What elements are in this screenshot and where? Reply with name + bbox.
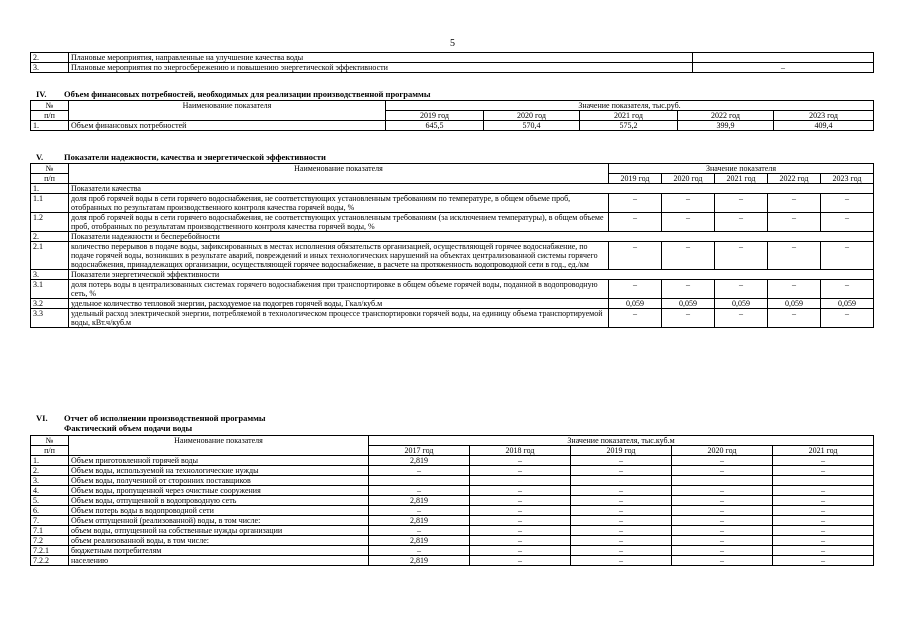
row-value [571,476,672,486]
row-name: доля проб горячей воды в сети горячего водоснабжения, не соответствующих установленным требованиям по температуре, в общем объеме проб, отобранных по результатам производственного контроля качества горячей воды, % [69,194,609,213]
row-number: 1.1 [31,194,69,213]
row-number: 1. [31,456,69,466]
row-value: – [672,506,773,516]
col-name-header: Наименование показателя [69,436,369,456]
table-row [31,536,874,546]
row-name: Объем воды, используемой на технологические нужды [69,466,369,476]
row-number: 5. [31,496,69,506]
row-value: 0,059 [768,299,821,309]
row-value: – [571,536,672,546]
table-row [31,280,874,299]
row-name: количество перерывов в подаче воды, зафиксированных в местах исполнения обязательств организацией, осуществляющей горячее водоснабжение, по подаче горячей воды, возникших в результате аварий, повреждений и иных технологических нарушений на объектах централизованной системы горячего водоснабжения, принадлежащих организации, осуществляющей горячее водоснабжение, в расчете на протяженность водопроводной сети в год., ед./км [69,242,609,270]
row-value: – [571,516,672,526]
year-header: 2022 год [678,111,774,121]
row-value: – [821,242,874,270]
col-num-header-2: п/п [31,446,69,456]
col-name-header: Наименование показателя [69,101,386,121]
row-value: – [662,213,715,232]
section-4-heading [36,90,430,99]
row-group-name: Показатели надежности и бесперебойности [69,232,874,242]
col-num-header: № [31,436,69,446]
table-row [31,466,874,476]
year-header: 2019 год [609,174,662,184]
row-number: 2. [31,232,69,242]
row-value: 2,819 [369,556,470,566]
year-header: 2022 год [768,174,821,184]
row-number: 2. [31,53,69,63]
col-num-header-2: п/п [31,174,69,184]
row-name: доля потерь воды в централизованных системах горячего водоснабжения при транспортировке в общем объеме горячей воды, поданной в водопроводную сеть, % [69,280,609,299]
year-header: 2021 год [580,111,678,121]
table-row [31,184,874,194]
row-value: – [672,486,773,496]
section-6-heading [36,414,266,423]
row-value: – [470,536,571,546]
row-number: 3.1 [31,280,69,299]
row-value: 0,059 [609,299,662,309]
row-number: 2. [31,466,69,476]
table-row [31,309,874,328]
year-header: 2021 год [773,446,874,456]
row-value: – [768,213,821,232]
row-value: 575,2 [580,121,678,131]
row-value: – [773,516,874,526]
table-row [31,456,874,466]
row-value: – [672,516,773,526]
row-value: – [571,526,672,536]
row-value: – [470,506,571,516]
row-value: – [609,194,662,213]
col-value-header: Значение показателя, тыс.руб. [386,101,874,111]
row-value: – [715,213,768,232]
row-value: 0,059 [821,299,874,309]
row-value: – [470,496,571,506]
row-value: 0,059 [662,299,715,309]
row-value: – [470,456,571,466]
row-value: – [369,506,470,516]
section-number: IV. [36,89,47,99]
row-value: – [715,280,768,299]
col-num-header: № [31,164,69,174]
year-header: 2021 год [715,174,768,184]
row-value: – [821,213,874,232]
row-group-name: Показатели качества [69,184,874,194]
row-value: 570,4 [484,121,580,131]
row-value: 2,819 [369,456,470,466]
row-value: – [768,309,821,328]
row-value: – [571,496,672,506]
row-value: – [571,546,672,556]
row-value: – [672,546,773,556]
table-row [31,526,874,536]
row-number: 7.2.2 [31,556,69,566]
row-value: – [715,194,768,213]
col-value-header: Значение показателя, тыс.куб.м [369,436,874,446]
section-6-subtitle: Фактический объем подачи воды [64,423,193,433]
row-value: – [773,526,874,536]
row-value: 645,5 [386,121,484,131]
row-number: 7. [31,516,69,526]
row-name: Объем потерь воды в водопроводной сети [69,506,369,516]
section-title: Показатели надежности, качества и энергетической эффективности [64,152,326,162]
row-value: – [470,546,571,556]
row-name: Объем воды, отпущенной в водопроводную сеть [69,496,369,506]
row-value: – [470,516,571,526]
row-value: – [609,242,662,270]
table-row [31,53,874,63]
row-value: – [369,486,470,496]
year-header: 2020 год [672,446,773,456]
year-header: 2020 год [484,111,580,121]
table-row [31,194,874,213]
year-header: 2019 год [571,446,672,456]
row-value: – [470,486,571,496]
row-value: – [773,556,874,566]
row-value: 0,059 [715,299,768,309]
section-5-heading [36,153,326,162]
row-name: населению [69,556,369,566]
row-value: – [672,456,773,466]
year-header: 2018 год [470,446,571,456]
row-value [773,476,874,486]
row-number: 6. [31,506,69,516]
row-value: – [662,280,715,299]
row-value: – [672,466,773,476]
row-name: Плановые мероприятия, направленные на улучшение качества воды [69,53,693,63]
row-number: 3. [31,270,69,280]
row-name: Объем воды, пропущенной через очистные сооружения [69,486,369,496]
row-value: – [715,242,768,270]
row-value [470,476,571,486]
table-row [31,299,874,309]
table-row [31,496,874,506]
row-value: – [662,309,715,328]
row-name: бюджетным потребителям [69,546,369,556]
row-value: – [571,486,672,496]
table-row [31,242,874,270]
row-number: 1.2 [31,213,69,232]
table-row [31,546,874,556]
row-value: – [609,309,662,328]
row-number: 3.2 [31,299,69,309]
row-value: 399,9 [678,121,774,131]
row-name: Объем отпущенной (реализованной) воды, в том числе: [69,516,369,526]
supply-table [30,435,874,566]
row-name: Объем финансовых потребностей [69,121,386,131]
row-number: 1. [31,121,69,131]
row-name: удельное количество тепловой энергии, расходуемое на подогрев горячей воды, Гкал/куб.м [69,299,609,309]
row-value: – [715,309,768,328]
table-row [31,476,874,486]
row-value: – [773,496,874,506]
row-value: – [821,194,874,213]
section-title: Отчет об исполнении производственной программы [64,413,266,423]
table-row [31,486,874,496]
section-number: V. [36,152,44,162]
row-name: Объем приготовленной горячей воды [69,456,369,466]
year-header: 2017 год [369,446,470,456]
row-value: – [662,242,715,270]
table-row [31,516,874,526]
table-row [31,121,874,131]
row-value: – [821,280,874,299]
table-row [31,556,874,566]
section-number: VI. [36,413,48,423]
row-value: – [470,466,571,476]
row-number: 4. [31,486,69,496]
row-value: – [768,194,821,213]
year-header: 2023 год [774,111,874,121]
year-header: 2020 год [662,174,715,184]
row-value [672,476,773,486]
row-value: – [773,456,874,466]
row-value: – [672,556,773,566]
row-value: – [571,456,672,466]
row-value: – [768,280,821,299]
page-number: 5 [450,38,455,49]
row-number: 3. [31,63,69,73]
row-name: Объем воды, полученной от сторонних поставщиков [69,476,369,486]
row-value: – [672,496,773,506]
year-header: 2023 год [821,174,874,184]
row-value: – [773,486,874,496]
row-value: – [571,466,672,476]
row-name: доля проб горячей воды в сети горячего водоснабжения, не соответствующих установленным требованиям (за исключением температуры), в общем объеме проб, отобранных по результатам производственного контроля качества горячей воды, % [69,213,609,232]
year-header: 2019 год [386,111,484,121]
row-value: – [662,194,715,213]
row-value: – [369,466,470,476]
table-row [31,63,874,73]
row-name: Плановые мероприятия по энергосбережению и повышению энергетической эффективности [69,63,693,73]
col-num-header-2: п/п [31,111,69,121]
row-name: объем воды, отпущенной на собственные нужды организации [69,526,369,536]
row-value: 2,819 [369,536,470,546]
row-value: – [773,546,874,556]
row-number: 7.1 [31,526,69,536]
row-value: – [571,506,672,516]
row-group-name: Показатели энергетической эффективности [69,270,874,280]
col-value-header: Значение показателя [609,164,874,174]
row-value: – [609,213,662,232]
row-value: – [470,526,571,536]
row-number: 2.1 [31,242,69,270]
row-value: – [571,556,672,566]
row-number: 7.2.1 [31,546,69,556]
row-number: 1. [31,184,69,194]
row-value: 409,4 [774,121,874,131]
row-value: – [773,536,874,546]
reliability-table [30,163,874,328]
row-value: – [672,536,773,546]
row-value: – [821,309,874,328]
col-name-header: Наименование показателя [69,164,609,184]
row-value: – [470,556,571,566]
row-value: – [369,526,470,536]
row-value: – [609,280,662,299]
row-name: объем реализованной воды, в том числе: [69,536,369,546]
financial-table [30,100,874,131]
row-number: 3. [31,476,69,486]
top-table [30,52,874,73]
row-value: – [768,242,821,270]
row-number: 7.2 [31,536,69,546]
row-value: – [693,63,874,73]
row-value: 2,819 [369,516,470,526]
col-num-header: № [31,101,69,111]
table-row [31,232,874,242]
row-value: – [369,546,470,556]
row-value [693,53,874,63]
table-row [31,213,874,232]
table-row [31,270,874,280]
section-title: Объем финансовых потребностей, необходимых для реализации производственной программы [64,89,431,99]
row-name: удельный расход электрической энергии, потребляемой в технологическом процессе транспортировки горячей воды, на единицу объема транспортируемой воды, кВт.ч/куб.м [69,309,609,328]
row-value: – [773,466,874,476]
row-value: – [672,526,773,536]
row-value [369,476,470,486]
row-value: 2,819 [369,496,470,506]
row-number: 3.3 [31,309,69,328]
table-row [31,506,874,516]
row-value: – [773,506,874,516]
